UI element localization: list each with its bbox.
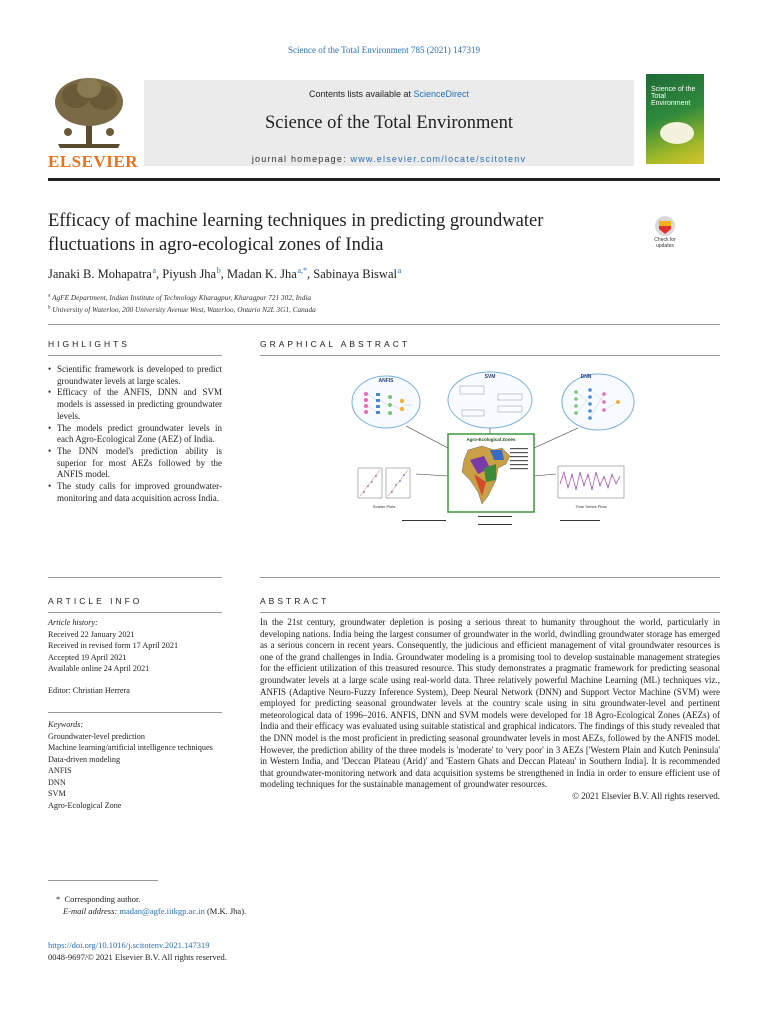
history-label: Article history: — [48, 618, 98, 627]
anfis-label: ANFIS — [378, 378, 394, 384]
elsevier-logo[interactable] — [48, 74, 138, 174]
cover-title — [651, 86, 701, 107]
highlight-item: • Efficacy of the ANFIS, DNN and SVM models is assessed in predicting groundwater levels. — [48, 387, 222, 422]
divider — [48, 324, 720, 325]
author-separator: , — [307, 267, 314, 282]
history-item: Received 22 January 2021 — [48, 629, 135, 639]
elsevier-tree-icon — [48, 74, 130, 152]
divider — [48, 355, 222, 356]
email-suffix: (M.K. Jha). — [206, 906, 247, 916]
abstract-text: In the 21st century, groundwater depletion is posing a serious threat to humanity throughout the world, particularly in developing nations. India being the largest consumer of groundwater in the world, dwindling groundwater storage has emerged as a serious concern in recent years. Consequently, the judicious and efficient management of vital groundwater resources is one of the grand challenges in India. Groundwater modeling is a promising tool to develop sustainable management strategies for the efficient utilization of this treasured resource. This study demonstrates a pragmatic framework for predicting seasonal groundwater levels at a large scale using real-world data. Three relatively powerful Machine Learning (ML) techniques viz., ANFIS (Adaptive Neuro-Fuzzy Inference System), Deep Neural Network (DNN) and Support Vector Machine (SVM) were employed for predicting seasonal groundwater levels at the country scale using in situ groundwater-level and pertinent meteorological data of 1996–2016. ANFIS, DNN and SVM models were developed for 18 Agro-Ecological Zones (AEZs) of India and their efficacy was evaluated using suitable statistical and graphical indicators. The findings of this study revealed that the DNN model is the most proficient in predicting seasonal groundwater levels in most AEZs, followed by the ANFIS model. However, the prediction ability of the three models is 'moderate' to 'very poor' in 3 AEZs ['Western Plain and Kutch Peninsula' in Western India, and 'Deccan Plateau (Arid)' and 'Eastern Ghats and Deccan Plateau' in Southern India]. It is recommended that groundwater-monitoring network and data acquisition systems be strengthened in India in order to ensure efficient use of modeling techniques for the sustainable management of groundwater resources. — [260, 617, 720, 790]
abstract-body — [260, 617, 720, 803]
highlight-item: • The study calls for improved groundwater-monitoring and data acquisition across India. — [48, 481, 222, 504]
publisher-name: ELSEVIER — [48, 152, 138, 171]
crossmark-badge[interactable] — [645, 215, 685, 255]
doi-link-wrap — [48, 940, 210, 952]
crossmark-label: Check for updates — [654, 237, 676, 249]
journal-banner — [144, 80, 634, 166]
homepage-link[interactable]: www.elsevier.com/locate/scitotenv — [350, 154, 527, 164]
homepage-line — [144, 154, 634, 164]
issn-line: 0048-9697/© 2021 Elsevier B.V. All rights reserved. — [48, 952, 227, 962]
history-item: Received in revised form 17 April 2021 — [48, 641, 179, 650]
divider — [48, 712, 222, 713]
author-separator: , — [220, 267, 228, 282]
article-info-heading: ARTICLE INFO — [48, 596, 143, 606]
journal-header — [48, 74, 720, 174]
keyword: SVM — [48, 789, 66, 798]
highlight-item: • The DNN model's prediction ability is superior for most AEZs followed by the ANFIS model. — [48, 446, 222, 481]
affiliation: $^a$ AgFE Department, Indian Institute of Technology Kharagpur, Kharagpur 721 302, India — [48, 293, 312, 302]
author-name[interactable]: Sabinaya Biswal — [313, 267, 397, 282]
scatter-label: Scatter Plots — [372, 504, 396, 509]
abstract-heading: ABSTRACT — [260, 596, 330, 606]
author-affiliation-mark[interactable]: b — [216, 266, 221, 275]
keyword: ANFIS — [48, 766, 72, 775]
keywords — [48, 719, 222, 811]
email-note — [63, 906, 246, 918]
svm-label: SVM — [484, 374, 496, 380]
journal-cover-image[interactable] — [646, 74, 704, 164]
article-history — [48, 617, 222, 675]
keywords-label: Keywords: — [48, 720, 84, 729]
author-separator: , — [156, 267, 163, 282]
editor: Editor: Christian Herrera — [48, 686, 130, 695]
affiliation: $^b$ University of Waterloo, 200 University Avenue West, Waterloo, Ontario N2L 3G1, Canada — [48, 305, 316, 314]
corresponding-mark: * — [56, 894, 61, 904]
keyword: Groundwater-level prediction — [48, 731, 145, 741]
graphical-abstract-heading: GRAPHICAL ABSTRACT — [260, 339, 411, 349]
author-affiliation-mark[interactable]: a,* — [297, 266, 308, 275]
email-link[interactable]: madan@agfe.iitkgp.ac.in — [119, 906, 205, 916]
abstract-copyright: © 2021 Elsevier B.V. All rights reserved. — [572, 790, 720, 801]
corresponding-note — [56, 894, 141, 906]
highlights-list — [48, 364, 222, 504]
divider — [260, 577, 720, 578]
highlight-item: • The models predict groundwater levels in each Agro-Ecological Zone (AEZ) of India. — [48, 423, 222, 446]
divider — [48, 577, 222, 578]
author-name[interactable]: Madan K. Jha — [227, 267, 297, 282]
author-affiliation-mark[interactable]: a — [152, 266, 157, 275]
history-item: Available online 24 April 2021 — [48, 664, 150, 673]
author-affiliation-mark[interactable]: a — [397, 266, 402, 275]
divider — [260, 355, 720, 356]
email-label: E-mail address: — [63, 906, 118, 916]
author-name[interactable]: Janaki B. Mohapatra — [48, 267, 152, 282]
timeseries-label: Time Series Plots — [575, 504, 607, 509]
dnn-label: DNN — [580, 374, 592, 380]
divider — [260, 612, 720, 613]
keyword: DNN — [48, 777, 66, 787]
keyword: Machine learning/artificial intelligence techniques — [48, 743, 213, 752]
journal-reference[interactable]: Science of the Total Environment 785 (2021) 147319 — [288, 45, 480, 55]
corresponding-text: Corresponding author. — [64, 894, 141, 904]
header-rule — [48, 178, 720, 181]
article-title: Efficacy of machine learning techniques in predicting groundwater fluctuations in agro-ecological zones of India — [48, 211, 544, 255]
highlights-heading: HIGHLIGHTS — [48, 339, 130, 349]
contents-line — [144, 89, 634, 99]
cover-title-line1: Science of the — [651, 86, 696, 93]
keyword: Data-driven modeling — [48, 754, 121, 764]
cover-title-line2: Total Environment — [651, 93, 691, 107]
highlight-item: • Scientific framework is developed to predict groundwater levels at large scales. — [48, 364, 222, 387]
keyword: Agro-Ecological Zone — [48, 800, 122, 810]
sciencedirect-link[interactable]: ScienceDirect — [413, 89, 470, 99]
doi-link[interactable]: https://doi.org/10.1016/j.scitotenv.2021.147319 — [48, 940, 210, 950]
author-list — [48, 266, 401, 282]
cover-graphic — [660, 122, 694, 144]
graphical-abstract-diagram — [350, 364, 638, 532]
author-name[interactable]: Piyush Jha — [162, 267, 217, 282]
graphical-abstract-figure[interactable] — [350, 364, 638, 532]
crossmark-icon — [645, 215, 685, 239]
zones-label: Agro-Ecological Zones — [466, 437, 516, 442]
contents-prefix: Contents lists available at — [308, 89, 414, 99]
journal-title: Science of the Total Environment — [264, 113, 514, 133]
footnote-rule — [48, 880, 158, 881]
homepage-prefix: journal homepage: — [251, 154, 351, 164]
divider — [48, 612, 222, 613]
history-item: Accepted 19 April 2021 — [48, 652, 127, 662]
